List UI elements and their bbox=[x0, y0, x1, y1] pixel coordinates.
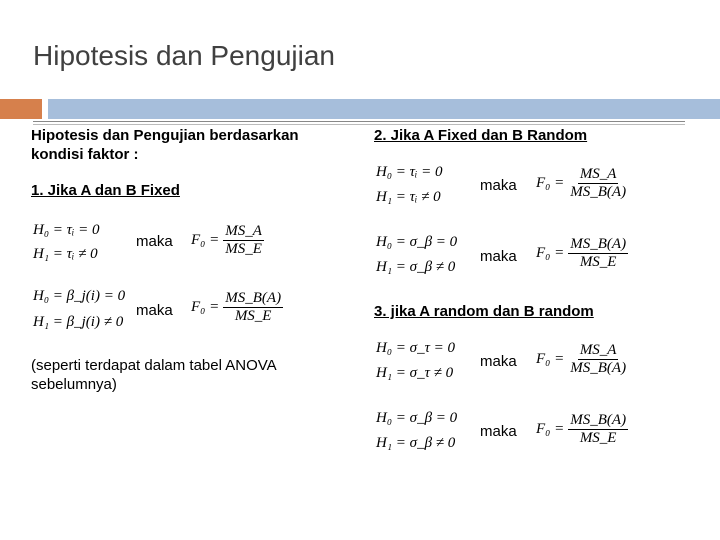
case3-eq1-maka: maka bbox=[480, 353, 517, 370]
case2-eq2-F: F₀ = bbox=[536, 245, 565, 261]
left-heading-line1: Hipotesis dan Pengujian berdasarkan bbox=[31, 127, 299, 144]
case3-eq1-F: F₀ = bbox=[536, 351, 565, 367]
case3-eq1-h0: H₀ = σ_τ = 0 bbox=[376, 340, 456, 356]
case2-eq1-num: MS_A bbox=[579, 166, 617, 182]
case3-eq2-h1: H₁ = σ_β ≠ 0 bbox=[376, 435, 456, 451]
case1-eq1-h0: H₀ = τᵢ = 0 bbox=[33, 222, 100, 238]
case3-eq2-F: F₀ = bbox=[536, 421, 565, 437]
accent-bar-blue bbox=[48, 99, 720, 119]
case1-eq2-den: MS_E bbox=[234, 308, 272, 324]
case1-eq1-h1: H₁ = τᵢ ≠ 0 bbox=[33, 246, 98, 262]
case3-eq2-den: MS_E bbox=[579, 430, 617, 446]
accent-bar-orange bbox=[0, 99, 42, 119]
divider-line-secondary bbox=[33, 124, 685, 125]
case2-eq2-maka: maka bbox=[480, 248, 517, 265]
case3-eq1-den: MS_B(A) bbox=[570, 360, 627, 376]
case1-eq1-den: MS_E bbox=[225, 241, 262, 257]
case2-eq2-h0: H₀ = σ_β = 0 bbox=[376, 234, 458, 250]
case3-eq2-maka: maka bbox=[480, 423, 517, 440]
case1-eq1-num: MS_A bbox=[225, 223, 262, 239]
case3-title: 3. jika A random dan B random bbox=[374, 303, 594, 320]
case2-eq1-F: F₀ = bbox=[536, 175, 565, 191]
case1-eq2-h1: H₁ = β_j(i) ≠ 0 bbox=[33, 314, 124, 330]
left-heading-line2: kondisi faktor : bbox=[31, 146, 139, 163]
case2-title: 2. Jika A Fixed dan B Random bbox=[374, 127, 588, 144]
case3-eq1-num: MS_A bbox=[579, 342, 617, 358]
case2-eq2-h1: H₁ = σ_β ≠ 0 bbox=[376, 259, 456, 275]
case2-eq2-num: MS_B(A) bbox=[570, 236, 627, 252]
case2-eq1-fraction bbox=[536, 166, 628, 201]
case1-eq1-fraction bbox=[191, 223, 264, 258]
divider-line bbox=[33, 121, 685, 122]
case3-eq1-h1: H₁ = σ_τ ≠ 0 bbox=[376, 365, 454, 381]
case1-title: 1. Jika A dan B Fixed bbox=[31, 182, 180, 199]
slide-title: Hipotesis dan Pengujian bbox=[33, 40, 335, 71]
case1-eq2-num: MS_B(A) bbox=[225, 290, 282, 306]
case3-eq2-h0: H₀ = σ_β = 0 bbox=[376, 410, 458, 426]
case1-eq2-F: F₀ = bbox=[191, 299, 220, 315]
case1-eq2-maka: maka bbox=[136, 302, 173, 319]
case2-eq1-h1: H₁ = τᵢ ≠ 0 bbox=[376, 189, 441, 205]
case2-eq1-den: MS_B(A) bbox=[570, 184, 627, 200]
case2-eq2-den: MS_E bbox=[579, 254, 617, 270]
case2-eq1-maka: maka bbox=[480, 177, 517, 194]
note-line1: (seperti terdapat dalam tabel ANOVA bbox=[31, 357, 277, 374]
case1-eq2-h0: H₀ = β_j(i) = 0 bbox=[33, 288, 126, 304]
case1-eq2-fraction bbox=[191, 290, 283, 325]
case1-eq1-maka: maka bbox=[136, 233, 173, 250]
note-line2: sebelumnya) bbox=[31, 376, 117, 393]
case2-eq1-h0: H₀ = τᵢ = 0 bbox=[376, 164, 443, 180]
case3-eq1-fraction bbox=[536, 342, 628, 377]
case2-eq2-fraction bbox=[536, 236, 628, 271]
case3-eq2-num: MS_B(A) bbox=[570, 412, 627, 428]
case3-eq2-fraction bbox=[536, 412, 628, 447]
case1-eq1-F: F₀ = bbox=[191, 232, 220, 248]
